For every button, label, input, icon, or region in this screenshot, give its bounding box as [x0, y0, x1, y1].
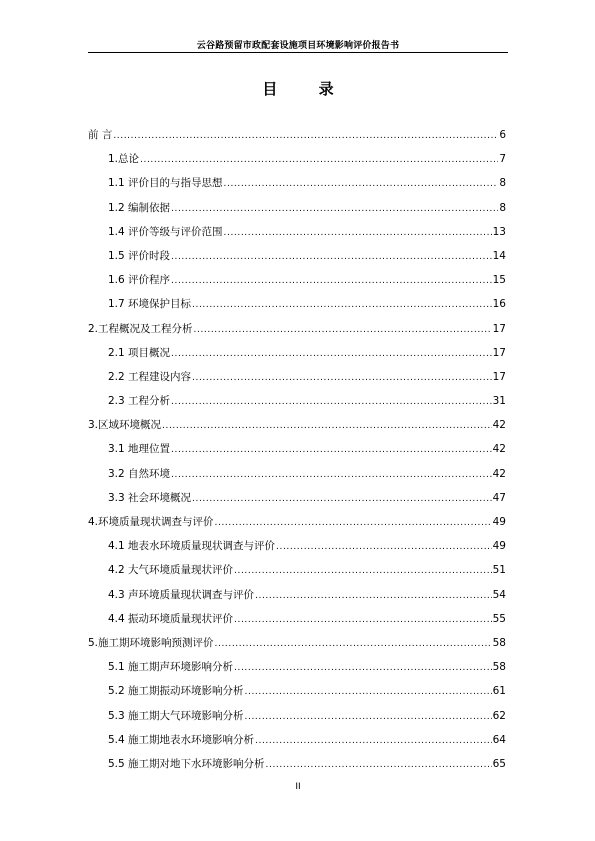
toc-leader-dots [255, 589, 492, 603]
toc-entry-page: 42 [492, 419, 506, 432]
toc-entry[interactable] [88, 176, 506, 200]
toc-entry-page: 61 [492, 685, 506, 698]
toc-leader-dots [140, 153, 498, 167]
toc-entry-label: 2.2 工程建设内容 [108, 370, 192, 383]
toc-entry-label: 5.3 施工期大气环境影响分析 [108, 709, 244, 722]
toc-entry-page: 58 [492, 636, 506, 649]
toc-entry[interactable] [88, 684, 506, 708]
toc-entry[interactable] [88, 297, 506, 321]
toc-entry-page: 64 [492, 733, 506, 746]
toc-entry-page: 49 [492, 516, 506, 528]
toc-leader-dots [171, 443, 492, 457]
toc-entry-label: 4.4 振动环境质量现状评价 [108, 612, 234, 625]
toc-entry-page: 31 [492, 395, 506, 408]
toc-entry-page: 17 [492, 370, 506, 383]
toc-entry-label: 2.1 项目概况 [108, 346, 171, 359]
toc-leader-dots [234, 661, 492, 675]
toc-entry-label: 4.1 地表水环境质量现状调查与评价 [108, 540, 276, 553]
toc-entry-label: 3.2 自然环境 [108, 467, 171, 480]
toc-entry-page: 8 [499, 177, 506, 190]
toc-entry-label: 1.1 评价目的与指导思想 [108, 177, 223, 190]
toc-entry[interactable] [88, 588, 506, 612]
toc-entry[interactable] [88, 733, 506, 757]
toc-entry-page: 51 [492, 564, 506, 577]
toc-entry-label: 1.7 环境保护目标 [108, 298, 192, 311]
toc-entry[interactable] [88, 709, 506, 733]
toc-leader-dots [171, 468, 492, 482]
toc-leader-dots [192, 371, 492, 385]
toc-entry[interactable] [88, 563, 506, 587]
toc-entry-label: 1.2 编制依据 [108, 201, 171, 214]
toc-entry-page: 14 [492, 249, 506, 262]
toc-leader-dots [255, 734, 492, 748]
toc-leader-dots [171, 202, 498, 216]
toc-entry[interactable] [88, 491, 506, 515]
toc-entry[interactable] [88, 128, 506, 152]
toc-leader-dots [234, 613, 492, 627]
toc-entry-page: 42 [492, 467, 506, 480]
toc-entry[interactable] [88, 346, 506, 370]
toc-entry[interactable] [88, 467, 506, 491]
running-header: 云谷路预留市政配套设施项目环境影响评价报告书 [196, 41, 400, 51]
toc-entry-label: 2.工程概况及工程分析 [88, 322, 193, 335]
toc-entry[interactable] [88, 418, 506, 442]
toc-entry-label: 5.施工期环境影响预测评价 [88, 636, 214, 649]
toc-entry-label: 2.3 工程分析 [108, 395, 171, 408]
toc-leader-dots [215, 637, 492, 651]
toc-leader-dots [234, 564, 492, 578]
toc-entry-label: 4.3 声环境质量现状调查与评价 [108, 588, 255, 601]
toc-entry-label: 3.1 地理位置 [108, 443, 171, 456]
toc-entry-label: 1.总论 [108, 153, 140, 166]
toc-entry-page: 8 [499, 201, 506, 214]
toc-entry[interactable] [88, 515, 506, 539]
toc-leader-dots [245, 685, 492, 699]
toc-entry-label: 前 言 [88, 129, 113, 141]
toc-entry-page: 16 [492, 298, 506, 311]
toc-leader-dots [215, 516, 492, 530]
toc-leader-dots [192, 492, 492, 506]
toc-leader-dots [171, 347, 492, 361]
toc-entry[interactable] [88, 322, 506, 346]
toc-leader-dots [171, 274, 492, 288]
toc-entry-page: 62 [492, 709, 506, 722]
toc-entry-label: 4.环境质量现状调查与评价 [88, 516, 214, 528]
toc-entry[interactable] [88, 249, 506, 273]
toc-entry-page: 17 [492, 346, 506, 359]
toc-entry-page: 47 [492, 491, 506, 504]
header-rule [88, 52, 508, 53]
toc-entry-page: 55 [492, 612, 506, 625]
table-of-contents [88, 128, 506, 781]
toc-leader-dots [162, 419, 492, 433]
toc-entry[interactable] [88, 370, 506, 394]
toc-entry-label: 3.区域环境概况 [88, 419, 162, 432]
toc-leader-dots [194, 323, 492, 337]
toc-entry[interactable] [88, 442, 506, 466]
toc-entry[interactable] [88, 394, 506, 418]
toc-entry-label: 1.4 评价等级与评价范围 [108, 225, 223, 238]
toc-entry[interactable] [88, 636, 506, 660]
toc-entry[interactable] [88, 152, 506, 176]
toc-leader-dots [276, 540, 492, 554]
toc-entry-page: 15 [492, 274, 506, 287]
toc-entry-page: 54 [492, 588, 506, 601]
page-number: II [295, 782, 301, 792]
toc-entry-page: 49 [492, 540, 506, 553]
toc-leader-dots [171, 250, 492, 264]
toc-leader-dots [113, 129, 498, 143]
toc-entry-page: 6 [499, 129, 506, 141]
toc-leader-dots [224, 177, 499, 191]
toc-entry[interactable] [88, 539, 506, 563]
toc-entry-page: 7 [499, 153, 506, 166]
toc-entry-label: 1.5 评价时段 [108, 249, 171, 262]
toc-entry[interactable] [88, 273, 506, 297]
toc-leader-dots [171, 395, 492, 409]
toc-entry[interactable] [88, 757, 506, 781]
toc-leader-dots [224, 226, 492, 240]
toc-entry[interactable] [88, 660, 506, 684]
toc-entry-label: 1.6 评价程序 [108, 274, 171, 287]
toc-entry[interactable] [88, 201, 506, 225]
toc-entry-label: 5.1 施工期声环境影响分析 [108, 661, 234, 674]
toc-entry[interactable] [88, 225, 506, 249]
toc-entry-page: 42 [492, 443, 506, 456]
page-title: 目 录 [262, 80, 352, 98]
toc-entry-label: 3.3 社会环境概况 [108, 491, 192, 504]
toc-entry-page: 13 [492, 225, 506, 238]
toc-leader-dots [192, 298, 492, 312]
toc-entry-label: 5.2 施工期振动环境影响分析 [108, 685, 244, 698]
toc-entry-page: 17 [492, 322, 506, 335]
toc-entry-label: 5.5 施工期对地下水环境影响分析 [108, 757, 265, 770]
toc-entry-page: 65 [492, 757, 506, 770]
toc-entry-label: 5.4 施工期地表水环境影响分析 [108, 733, 255, 746]
toc-entry[interactable] [88, 612, 506, 636]
toc-entry-label: 4.2 大气环境质量现状评价 [108, 564, 234, 577]
toc-leader-dots [266, 758, 492, 772]
toc-leader-dots [245, 710, 492, 724]
toc-entry-page: 58 [492, 661, 506, 674]
